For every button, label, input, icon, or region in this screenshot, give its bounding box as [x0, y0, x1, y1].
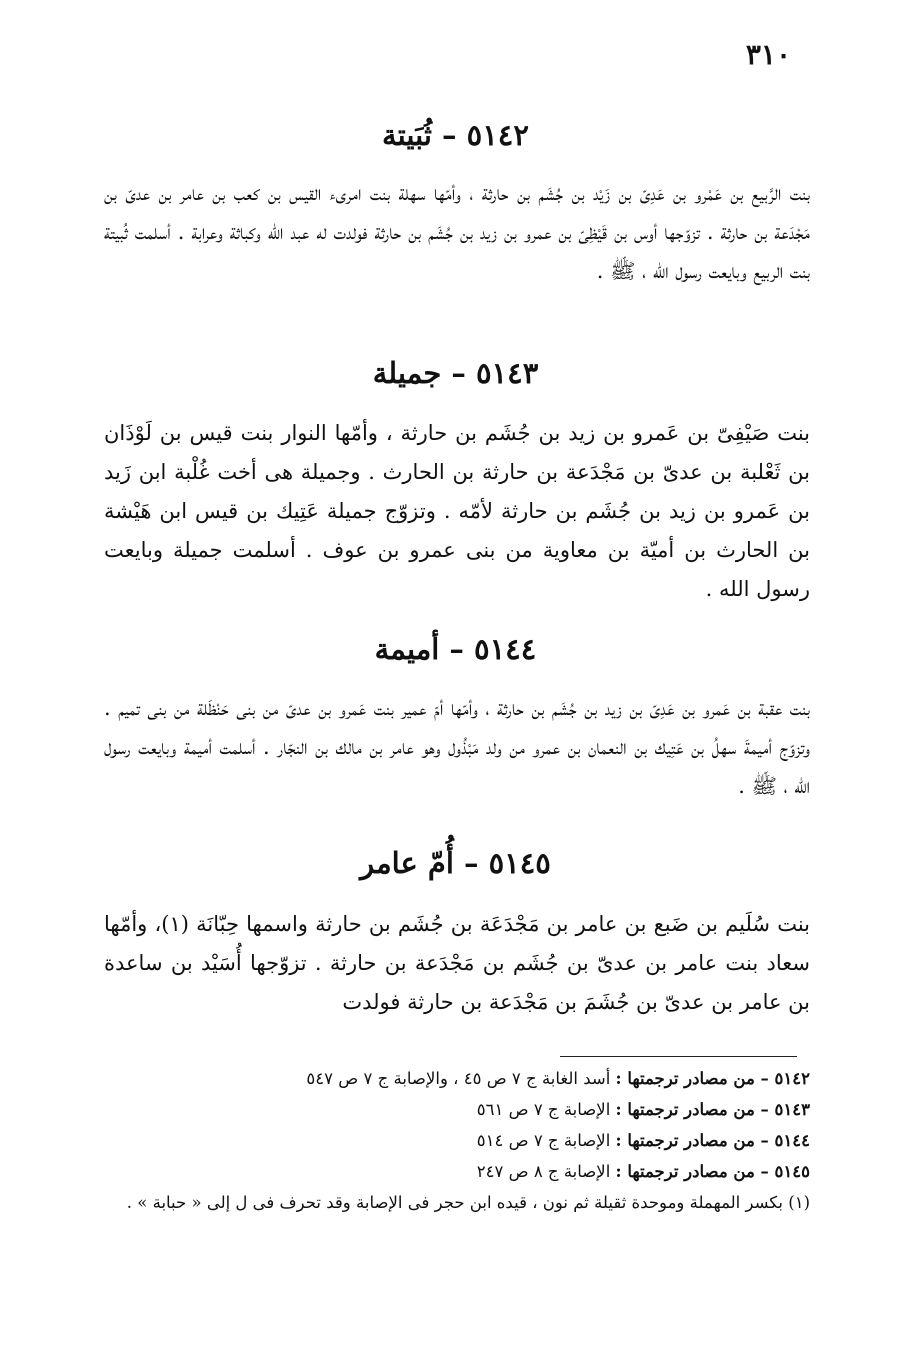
footnote-label: ٥١٤٥ – من مصادر ترجمتها : — [615, 1162, 810, 1181]
entry-heading-5143: ٥١٤٣ – جميلة — [372, 356, 539, 390]
entry-body-5144: بنت عقبة بن عَمرو بن عَدِىّ بن زيد بن جُشَم بن حارثة ، وأمّها أمّ عمير بنت عَمرو بن عدىّ من بنى حَنْظَلة من بنى تميم . وتزوّج أميمةَ سهلُ بن عَتِيك بن النعمان بن عمرو من ولد مَبْذُول وهو عامر بن مالك بن النجّار . أسلمت أميمة وبايعت رسول الله ، ﷺ . — [104, 696, 810, 798]
footnote-source — [104, 1063, 810, 1094]
footnote-text: الإصابة ج ٨ ص ٢٤٧ — [476, 1162, 616, 1181]
footnote-source — [104, 1094, 810, 1125]
footnote-label: ٥١٤٤ – من مصادر ترجمتها : — [615, 1131, 810, 1150]
entry-heading-5144: ٥١٤٤ – أميمة — [374, 632, 537, 666]
footnote-label: ٥١٤٢ – من مصادر ترجمتها : — [615, 1069, 810, 1088]
entry-body-5145: بنت سُلَيم بن ضَبع بن عامر بن مَجْدَعَة بن جُشَم بن حارثة واسمها حِبّانَة (١)، وأمّها سعاد بنت عامر بن عدىّ بن جُشَم بن مَجْدَعة بن حارثة . تزوّجها أُسَيْد بن ساعدة بن عامر بن عدىّ بن جُشَمَ بن مَجْدَعة بن حارثة فولدت — [104, 912, 810, 1014]
footnote-text: الإصابة ج ٧ ص ٥١٤ — [476, 1131, 616, 1150]
footnote-text: أسد الغابة ج ٧ ص ٤٥ ، والإصابة ج ٧ ص ٥٤٧ — [306, 1069, 616, 1088]
page-number: ٣١٠ — [745, 38, 791, 71]
footnote-label: ٥١٤٣ – من مصادر ترجمتها : — [615, 1100, 810, 1119]
footnotes — [104, 1063, 810, 1218]
footnote-source — [104, 1125, 810, 1156]
footnote-text: الإصابة ج ٧ ص ٥٦١ — [476, 1100, 616, 1119]
footnote-divider — [560, 1056, 797, 1057]
entry-heading-5145: ٥١٤٥ – أُمّ عامر — [360, 846, 551, 880]
entry-heading-5142: ٥١٤٢ – ثُبَيتة — [382, 118, 529, 152]
footnote-source — [104, 1156, 810, 1187]
footnote-note: (١) بكسر المهملة وموحدة ثقيلة ثم نون ، قيده ابن حجر فى الإصابة وقد تحرف فى ل إلى « حبابة » . — [126, 1193, 810, 1212]
entry-body-5143: بنت صَيْفِىّ بن عَمرو بن زيد بن جُشَم بن حارثة ، وأمّها النوار بنت قيس بن لَوْذَان بن ثَعْلبة بن عدىّ بن مَجْدَعة بن حارثة بن الحارث . وجميلة هى أخت غُلْبة ابن زَيد بن عَمرو بن زيد بن جُشَم بن حارثة لأمّه . وتزوّج جميلة عَتِيك بن قيس ابن هَيْشة بن الحارث بن أميّة بن معاوية من بنى عمرو بن عوف . أسلمت جميلة وبايعت رسول الله . — [104, 421, 810, 601]
entry-body-5142: بنت الرَّبيع بن عَمْرو بن عَدِىّ بن زَيْد بن جُشَم بن حارثة ، وأمّها سهلة بنت امرىء القيس بن كعب بن عامر بن عدىّ بن مَجْدَعة بن حارثة . تزوّجها أوس بن قَيْظِىّ بن عمرو بن زيد بن جُشَم بن حارثة فولدت له عبد الله وكباثة وعرابة . أسلمت ثُبيتة بنت الربيع وبايعت رسول الله ، ﷺ . — [104, 181, 810, 283]
